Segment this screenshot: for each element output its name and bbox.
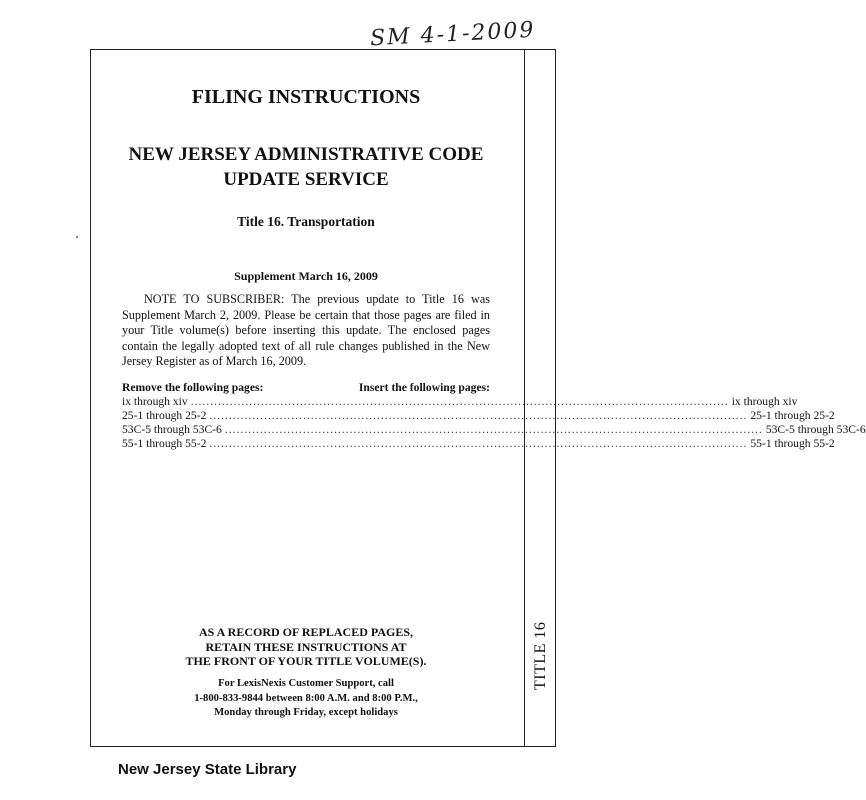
insert-pages-cell: 25-1 through 25-2 xyxy=(750,408,835,422)
insert-pages-cell: 53C-5 through 53C-6 xyxy=(765,422,866,436)
leader-dots: .......................................................................................................................................... xyxy=(209,408,748,422)
retain-line3: THE FRONT OF YOUR TITLE VOLUME(S). xyxy=(185,654,427,668)
customer-support-info xyxy=(122,677,490,721)
remove-pages-cell: 25-1 through 25-2 xyxy=(122,408,207,422)
leader-dots: .......................................................................................................................................... xyxy=(224,422,763,436)
title-name: Title 16. Transportation xyxy=(237,214,375,229)
pages-row xyxy=(122,408,835,423)
insert-pages-cell: ix through xiv xyxy=(731,394,798,408)
supplement-date: Supplement March 16, 2009 xyxy=(234,269,378,283)
filing-instructions-heading: FILING INSTRUCTIONS xyxy=(191,86,421,108)
main-content xyxy=(122,86,866,451)
remove-pages-cell: 55-1 through 55-2 xyxy=(122,436,207,450)
support-line1: For LexisNexis Customer Support, call xyxy=(218,678,394,689)
retain-instructions xyxy=(122,625,490,669)
code-title-line2: UPDATE SERVICE xyxy=(223,169,389,190)
insert-pages-cell: 55-1 through 55-2 xyxy=(750,436,835,450)
leader-dots: .......................................................................................................................................... xyxy=(209,436,748,450)
subscriber-note: NOTE TO SUBSCRIBER: The previous update to Title 16 was Supplement March 2, 2009. Please be certain that those pages are filed in your Title volume(s) before inserting this update. The enclosed pages contain the legally adopted text of all rule changes published in the New Jersey Register as of March 16, 2009. xyxy=(122,292,490,368)
remove-pages-cell: 53C-5 through 53C-6 xyxy=(122,422,222,436)
pages-row xyxy=(122,394,798,409)
page-bottom-rule xyxy=(90,746,556,747)
support-days: Monday through Friday, except holidays xyxy=(214,707,398,718)
support-phone-hours: 1-800-833-9844 between 8:00 A.M. and 8:00 P.M., xyxy=(194,692,418,704)
pages-table-header xyxy=(122,381,490,395)
remove-pages-cell: ix through xiv xyxy=(122,394,188,408)
code-title-line1: NEW JERSEY ADMINISTRATIVE CODE xyxy=(128,144,484,165)
side-tab-label: TITLE 16 xyxy=(532,621,549,690)
remove-pages-header: Remove the following pages: xyxy=(122,380,264,394)
pages-row xyxy=(122,422,866,437)
retain-line2: RETAIN THESE INSTRUCTIONS AT xyxy=(205,639,407,654)
retain-line1: AS A RECORD OF REPLACED PAGES, xyxy=(198,625,414,639)
insert-pages-header: Insert the following pages: xyxy=(358,380,490,394)
scan-speck xyxy=(76,236,78,238)
library-stamp: New Jersey State Library xyxy=(118,761,297,778)
handwritten-note: SM 4-1-2009 xyxy=(369,17,536,52)
pages-row xyxy=(122,436,835,451)
leader-dots: .......................................................................................................................................... xyxy=(190,394,729,408)
